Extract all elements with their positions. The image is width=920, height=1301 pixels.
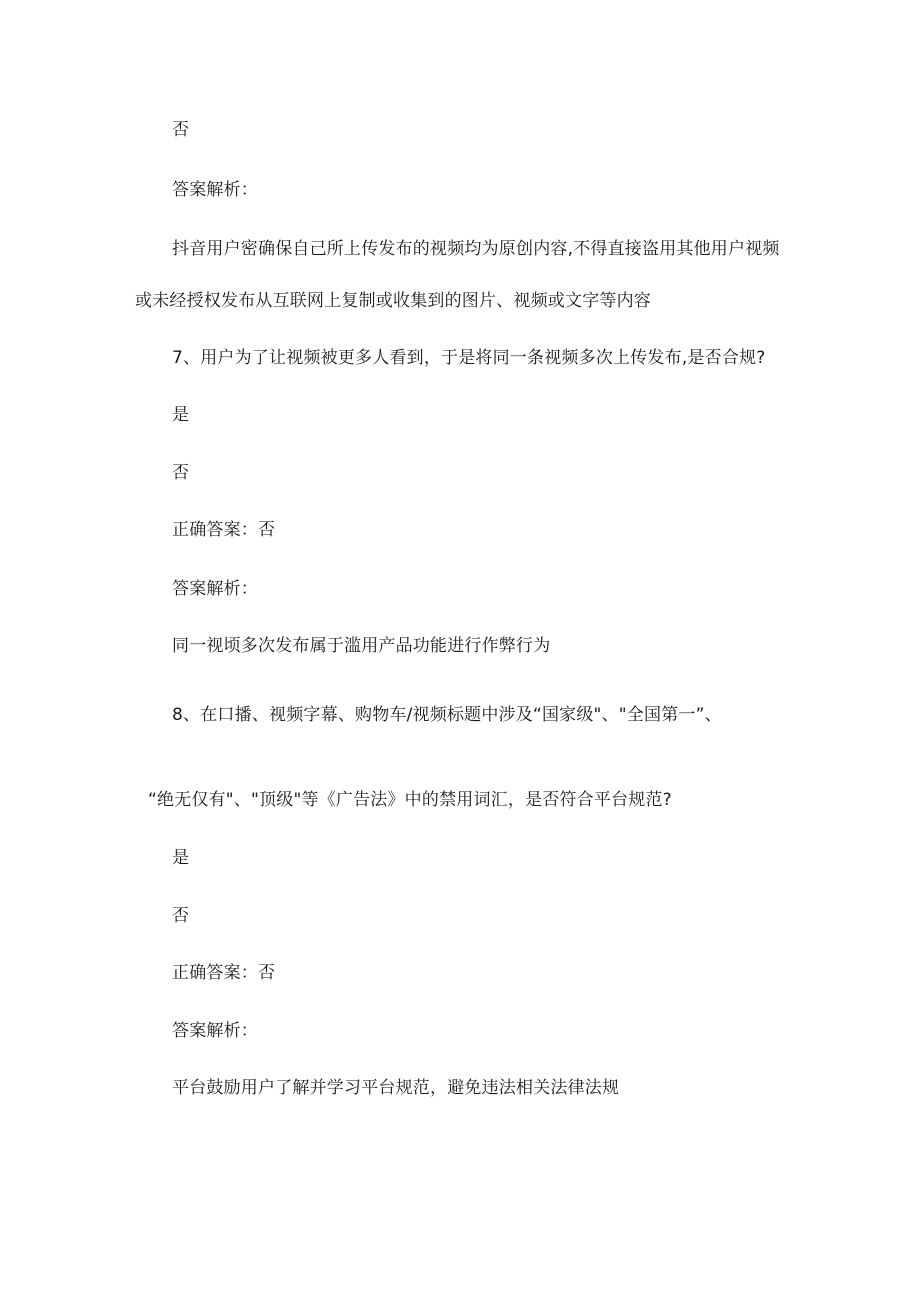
q7-analysis: 同一视顷多次发布属于滥用产品功能进行作弊行为 — [172, 636, 551, 656]
q8-question-line-2: “绝无仅有"、"顶级"等《广告法》中的禁用词汇，是否符合平台规范? — [148, 790, 672, 810]
q6-analysis-line-1: 抖音用户密确保自己所上传发布的视频均为原创内容,不得直接盗用其他用户视频 — [172, 239, 780, 259]
q7-analysis-label: 答案解析： — [172, 579, 258, 599]
q6-option-no: 否 — [172, 120, 190, 140]
q7-correct-answer: 正确答案：否 — [172, 520, 276, 540]
q7-question: 7、用户为了让视频被更多人看到，于是将同一条视频多次上传发布,是否合规? — [172, 348, 766, 368]
q8-analysis-label: 答案解析： — [172, 1021, 258, 1041]
q7-option-yes: 是 — [172, 405, 190, 425]
q8-option-yes: 是 — [172, 848, 190, 868]
q6-analysis-label: 答案解析： — [172, 180, 258, 200]
q8-option-no: 否 — [172, 906, 190, 926]
q8-correct-answer: 正确答案：否 — [172, 963, 276, 983]
q8-question-line-1: 8、在口播、视频字幕、购物车/视频标题中涉及“国家级"、"全国第一”、 — [172, 705, 722, 725]
q6-analysis-line-2: 或未经授权发布从互联网上复制或收集到的图片、视频或文字等内容 — [135, 291, 651, 311]
q7-option-no: 否 — [172, 463, 190, 483]
q8-analysis: 平台鼓励用户了解并学习平台规范，避免违法相关法律法规 — [172, 1078, 620, 1098]
